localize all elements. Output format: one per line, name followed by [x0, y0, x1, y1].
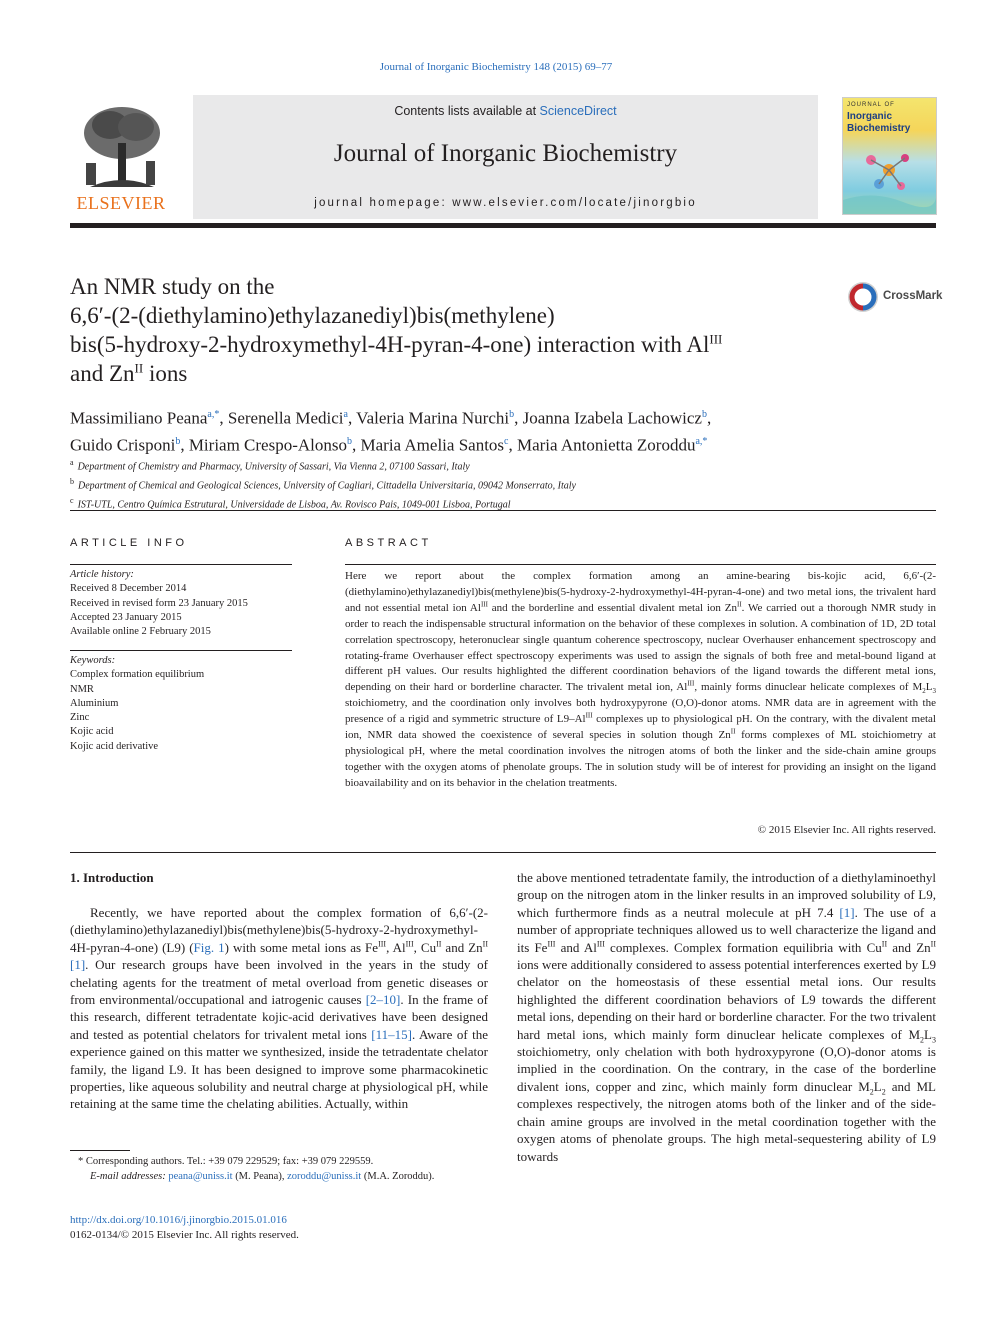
author-name[interactable]: Massimiliano Peana: [70, 408, 208, 428]
email-link[interactable]: zoroddu@uniss.it: [287, 1171, 362, 1182]
ref-link[interactable]: [1]: [839, 904, 855, 920]
keyword: Kojic acid: [70, 726, 114, 738]
author-affil-sup[interactable]: b: [175, 435, 181, 447]
title-line-3-text: bis(5-hydroxy-2-hydroxymethyl-4H-pyran-4-one) interaction with Al: [70, 332, 710, 357]
author-affil-sup[interactable]: b: [701, 409, 707, 420]
affiliation-text: IST-UTL, Centro Química Estrutural, Universidade de Lisboa, Av. Rovisco Pais, 1049-001 Lisboa, Portugal: [77, 498, 511, 510]
author-name[interactable]: Joanna Izabela Lachowicz: [522, 408, 702, 428]
keywords-rule: [70, 650, 292, 651]
authors-line-1: Massimiliano Peana$^{a,*}$, Serenella Medici$^a$, Valeria Marina Nurchi$^b$, Joanna Izabela Lachowicz$^b$,: [70, 408, 712, 428]
ref-link[interactable]: [11–15]: [371, 1026, 412, 1042]
journal-cover-image[interactable]: [842, 97, 937, 215]
keyword: Zinc: [70, 712, 90, 724]
history-item: Received in revised form 23 January 2015: [70, 597, 248, 609]
footnote-rule: [70, 1150, 130, 1151]
author-affil-sup[interactable]: c: [504, 435, 509, 447]
email-owner: (M.A. Zoroddu).: [361, 1171, 435, 1182]
history-item: Available online 2 February 2015: [70, 626, 211, 638]
doi-link[interactable]: http://dx.doi.org/10.1016/j.jinorgbio.2015.01.016: [70, 1214, 287, 1226]
introduction-heading: 1. Introduction: [70, 870, 154, 885]
intro-paragraph: Recently, we have reported about the complex formation of 6,6′-(2-(diethylamino)ethylazanediyl)bis(methylene)bis(5-hydroxy-2-hydroxymethyl-4H-pyran-4-one) (L9) (Fig. 1) with some metal ions as $Fe^{III}$, $Al^{III}$, $Cu^{II}$ and $Zn^{II}$ [1]. Our research groups have been involved in the years in the study of chelating agents for the treatment of metal overload from genetic diseases or from environmental/occupational and iatrogenic causes [2–10]. In the frame of this research, different tetradentate kojic-acid derivatives have been designed and tested as potential chelators for trivalent metal ions [11–15]. Aware of the experience gained on this matter we synthesized, inside the tetradentate chelator family, the ligand L9. It has been designed to improve some pharmacokinetic properties, like aqueous solubility and neutral charge at physiological pH, while retaining at the same time the chelating abilities. Actually, within: [70, 905, 488, 1112]
keywords-label: Keywords:: [70, 655, 116, 666]
affiliation-key: b: [70, 476, 74, 486]
history-label: Article history:: [70, 569, 134, 580]
title-line-4-end: ions: [143, 361, 188, 386]
abstract-copyright: © 2015 Elsevier Inc. All rights reserved.: [757, 824, 936, 836]
contents-line: [193, 104, 818, 118]
affiliation-key: a: [70, 458, 74, 467]
abstract-rule: [345, 564, 936, 565]
ref-link[interactable]: [1]: [70, 957, 86, 973]
intro-paragraph: the above mentioned tetradentate family, the introduction of a diethylaminoethyl group on the nitrogen atom in the linker results in an improved solubility of L9, which furthermore finds as a neutral molecule at pH 7.4 [1]. The use of a number of appropriate techniques allowed us to well characterize the ligand and its $Fe^{III}$ and $Al^{III}$ complexes. Complex formation equilibria with $Cu^{II}$ and $Zn^{II}$ ions were additionally considered to assess potential interferences exerted by L9 chelator on the homeostasis of these essential metal ions. Our results highlighted the different coordination behaviors of L9 towards the different metal ions, depending on their hard or borderline character. For the two trivalent hard metal ions, which mainly form dinuclear helicate complexes of $M_2L_3$ stoichiometry, only chelation with both hydroxypyrone (O,O)-donor atoms is implied in the coordination. On the contrary, in the case of the borderline divalent ions, copper and zinc, which mainly form dinuclear $M_2L_2$ and ML complexes respectively, the nitrogen atoms both of the linker and of the side-chain amine groups are involved in the metal coordination together with the oxygen atoms of phenolate groups. The high metal-sequestering ability of L9 towards: [517, 870, 936, 1164]
journal-reference[interactable]: Journal of Inorganic Biochemistry 148 (2015) 69–77: [379, 61, 613, 73]
title-line-3-sup: III: [709, 331, 723, 347]
cover-title-line1: Inorganic: [847, 111, 893, 122]
abstract-heading: ABSTRACT: [345, 537, 432, 549]
intro-column-2: [517, 869, 936, 1165]
article-info-rule: [70, 564, 292, 565]
keyword: Aluminium: [70, 697, 119, 709]
corresponding-text: Corresponding authors. Tel.: +39 079 229529; fax: +39 079 229559.: [85, 1156, 374, 1167]
header-rule: [70, 223, 936, 228]
author-affil-sup[interactable]: b: [347, 435, 352, 447]
title-line-1: An NMR study on the: [70, 274, 275, 299]
keyword: Complex formation equilibrium: [70, 669, 205, 681]
author-name[interactable]: Maria Antonietta Zoroddu: [516, 435, 696, 455]
author-name[interactable]: Maria Amelia Santos: [360, 435, 505, 455]
email-owner: (M. Peana),: [232, 1171, 288, 1182]
author-name[interactable]: Serenella Medici: [227, 408, 344, 428]
journal-title: Journal of Inorganic Biochemistry: [333, 140, 678, 167]
article-title: [70, 272, 830, 388]
affiliation-key: c: [70, 495, 74, 505]
title-line-2: 6,6′-(2-(diethylamino)ethylazanediyl)bis(methylene): [70, 303, 555, 328]
corresponding-author-note: * Corresponding authors. Tel.: +39 079 229529; fax: +39 079 229559.: [78, 1156, 374, 1167]
fig-1-link[interactable]: Fig. 1: [193, 939, 225, 955]
article-history: [70, 568, 292, 639]
title-line-4: [70, 359, 830, 388]
cover-label: JOURNAL OF: [847, 102, 895, 108]
email-note: [70, 1169, 488, 1184]
cover-molecule-graphic: [843, 140, 936, 214]
history-item: Accepted 23 January 2015: [70, 611, 182, 623]
journal-homepage[interactable]: journal homepage: www.elsevier.com/locate/jinorgbio: [314, 197, 697, 209]
author-affil-sup[interactable]: a,*: [695, 435, 708, 447]
article-info-heading: ARTICLE INFO: [70, 537, 188, 549]
keyword: Kojic acid derivative: [70, 740, 159, 752]
ref-link[interactable]: [2–10]: [365, 992, 401, 1008]
sciencedirect-link[interactable]: ScienceDirect: [539, 104, 617, 118]
email-label: E-mail addresses:: [90, 1171, 169, 1182]
author-list: [70, 403, 936, 456]
affiliations: [70, 456, 936, 512]
affiliation-a: [70, 456, 936, 475]
author-affil-sup[interactable]: a: [343, 409, 348, 420]
affiliation-b: [70, 475, 936, 494]
title-line-4-text: and Zn: [70, 361, 135, 386]
elsevier-wordmark: ELSEVIER: [76, 193, 166, 213]
authors-line-2: Guido Crisponi$^b$, Miriam Crespo-Alonso$^b$, Maria Amelia Santos$^c$, Maria Antonietta Zoroddu$^{a,*}$: [70, 435, 708, 455]
title-line-3: [70, 330, 830, 359]
cover-title-line2: Biochemistry: [847, 123, 911, 134]
affiliation-text: Department of Chemical and Geological Sciences, University of Cagliari, Cittadella Universitaria, 09042 Monserrato, Italy: [78, 480, 576, 492]
abstract-body: Here we report about the complex formation among an amine-bearing bis-kojic acid, 6,6′-(2-(diethylamino)ethylazanediyl)bis(methylene)bis(5-hydroxy-2-hydroxymethyl-4H-pyran-4-one) and two metal ions, the trivalent hard and not essential metal ion $Al^{III}$ and the borderline and essential divalent metal ion $Zn^{II}$. We carried out a thorough NMR study in order to reach the indispensable structural information on the behavior of these complexes in solution. A combination of 1D, 2D total correlation spectroscopy, heteronuclear single quantum coherence spectroscopy, nuclear Overhauser enhancement spectroscopy and rotating-frame Overhauser effect spectroscopy experiments was used to assign the signals of both free and metal-bound ligand at different pH values. Our results highlighted the different coordination behaviors of the ligand towards the different metal ions, depending on their hard or borderline character. The trivalent metal ion, $Al^{III}$, mainly forms dinuclear helicate complexes of $M_2L_3$ stoichiometry, and the coordination only involves both hydroxypyrone (O,O)-donor atoms. NMR data are in agreement with the presence of a rigid and symmetric structure of $L9-Al^{III}$ complexes up to physiological pH. On the contrary, with the divalent metal ion, NMR data showed the coexistence of several species in solution though $Zn^{II}$ forms complexes of ML stoichiometry at physiological pH, where the metal coordination involves the nitrogen atoms of both the linker and the side-chain amine groups together with the oxygen atoms of phenolate groups. The in solution study will be of interest for providing an insight on the ligand bioavailability and on its behavior in the chelation treatments.: [345, 570, 937, 789]
affiliation-text: Department of Chemistry and Pharmacy, University of Sassari, Via Vienna 2, 07100 Sassari, Italy: [77, 461, 470, 473]
title-line-4-sup: II: [134, 360, 144, 376]
author-name[interactable]: Guido Crisponi: [70, 435, 176, 455]
abstract-bottom-rule: [70, 852, 936, 853]
keywords: [70, 654, 292, 754]
email-link[interactable]: peana@uniss.it: [168, 1171, 233, 1182]
intro-column-1: [70, 904, 488, 1113]
author-affil-sup[interactable]: a,*: [207, 409, 220, 420]
affiliations-rule: [70, 510, 936, 511]
footnotes: [70, 1154, 488, 1184]
contents-prefix: Contents lists available at: [394, 104, 540, 118]
crossmark-icon[interactable]: [847, 281, 879, 313]
keyword: NMR: [70, 683, 94, 695]
issn-copyright: 0162-0134/© 2015 Elsevier Inc. All rights reserved.: [70, 1229, 299, 1241]
crossmark-label[interactable]: CrossMark: [883, 290, 943, 302]
author-name[interactable]: Valeria Marina Nurchi: [356, 408, 510, 428]
author-affil-sup[interactable]: b: [509, 409, 515, 420]
author-name[interactable]: Miriam Crespo-Alonso: [188, 435, 347, 455]
history-item: Received 8 December 2014: [70, 583, 187, 595]
